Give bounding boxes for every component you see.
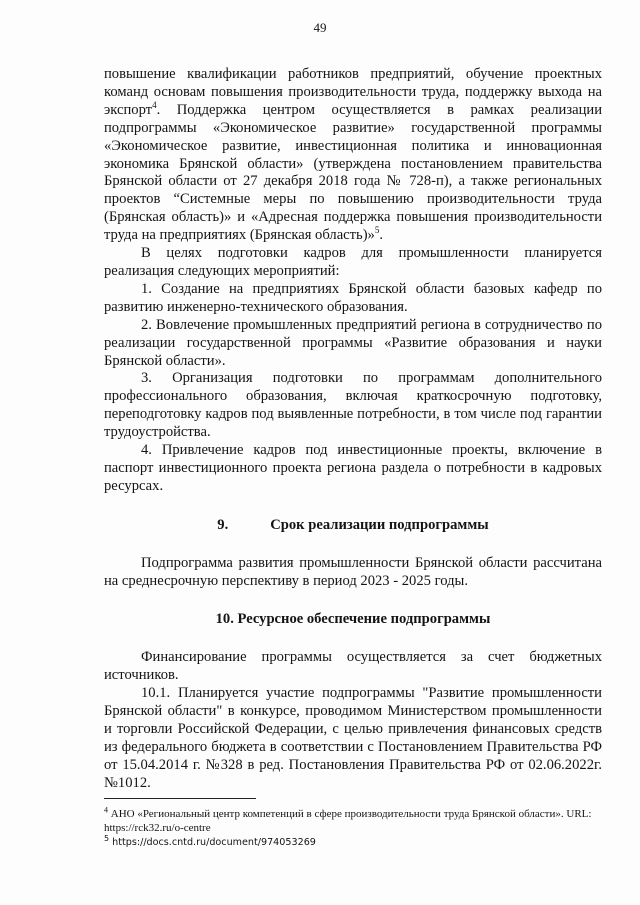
section-9-number: 9.	[217, 516, 229, 533]
intro-text-cont: . Поддержка центром осуществляется в рамках реализации подпрограммы «Экономическое развитие» государственной программы «Экономическое развитие, инвестиционная политика и инновационная экономика Брянской области» (утверждена постановлением правительства Брянской области от 27 декабря 2018 года № 728-п), а также региональных проектов “Системные меры по повышению производительности труда (Брянская область)» и «Адресная поддержка повышения производительности труда на предприятиях (Брянская область)»	[104, 101, 602, 244]
document-body	[104, 66, 602, 793]
footnote-5-link[interactable]: https://docs.cntd.ru/document/974053269	[112, 837, 316, 848]
footnote-ref-5[interactable]: 5	[374, 225, 380, 236]
footnote-5	[104, 833, 602, 850]
page-number: 49	[313, 20, 327, 35]
section-10-paragraph-1: Финансирование программы осуществляется за счет бюджетных источников.	[104, 649, 602, 684]
measure-item-2: 2. Вовлечение промышленных предприятий региона в сотрудничество по реализации государственной программы «Развитие образования и науки Брянской области».	[104, 316, 602, 369]
section-9-title: Срок реализации подпрограммы	[270, 516, 489, 533]
section-9-paragraph: Подпрограмма развития промышленности Брянской области рассчитана на среднесрочную перспективу в период 2023 - 2025 годы.	[104, 554, 602, 589]
footnote-5-mark: 5	[104, 833, 110, 843]
section-10-paragraph-2: 10.1. Планируется участие подпрограммы "Развитие промышленности Брянской области" в конкурсе, проводимом Министерством промышленности и торговли Российской Федерации, с целью привлечения финансовых средств из федерального бюджета в соответствии с Постановлением Правительства РФ от 15.04.2014 г. №328 в ред. Постановления Правительства РФ от 02.06.2022г. №1012.	[104, 685, 602, 791]
footnote-4	[104, 807, 602, 835]
measure-item-3: 3. Организация подготовки по программам дополнительного профессионального образования, включая краткосрочную подготовку, переподготовку кадров под выявленные потребности, в том числе под гарантии трудоустройства.	[104, 370, 602, 441]
footnote-ref-4[interactable]: 4	[152, 99, 157, 110]
measure-item-1: 1. Создание на предприятиях Брянской области базовых кафедр по развитию инженерно-технического образования.	[104, 280, 602, 315]
section-9-heading	[104, 517, 602, 535]
footnote-4-text: АНО «Региональный центр компетенций в сфере производительности труда Брянской области». URL: https://rck32.ru/o-centre	[104, 808, 592, 834]
measures-intro-paragraph: В целях подготовки кадров для промышленности планируется реализация следующих мероприятий:	[104, 245, 602, 279]
intro-paragraph	[104, 66, 602, 245]
footnote-divider	[104, 798, 256, 799]
intro-text: повышение квалификации работников предприятий, обучение проектных команд основам повышения производительности труда, поддержку выхода на экспорт	[104, 66, 602, 118]
measure-item-4: 4. Привлечение кадров под инвестиционные проекты, включение в паспорт инвестиционного проекта региона раздела о потребности в кадровых ресурсах.	[104, 442, 602, 494]
section-10-heading: 10. Ресурсное обеспечение подпрограммы	[215, 611, 491, 628]
footnote-4-mark: 4	[104, 805, 108, 815]
intro-text-end: .	[379, 227, 384, 244]
